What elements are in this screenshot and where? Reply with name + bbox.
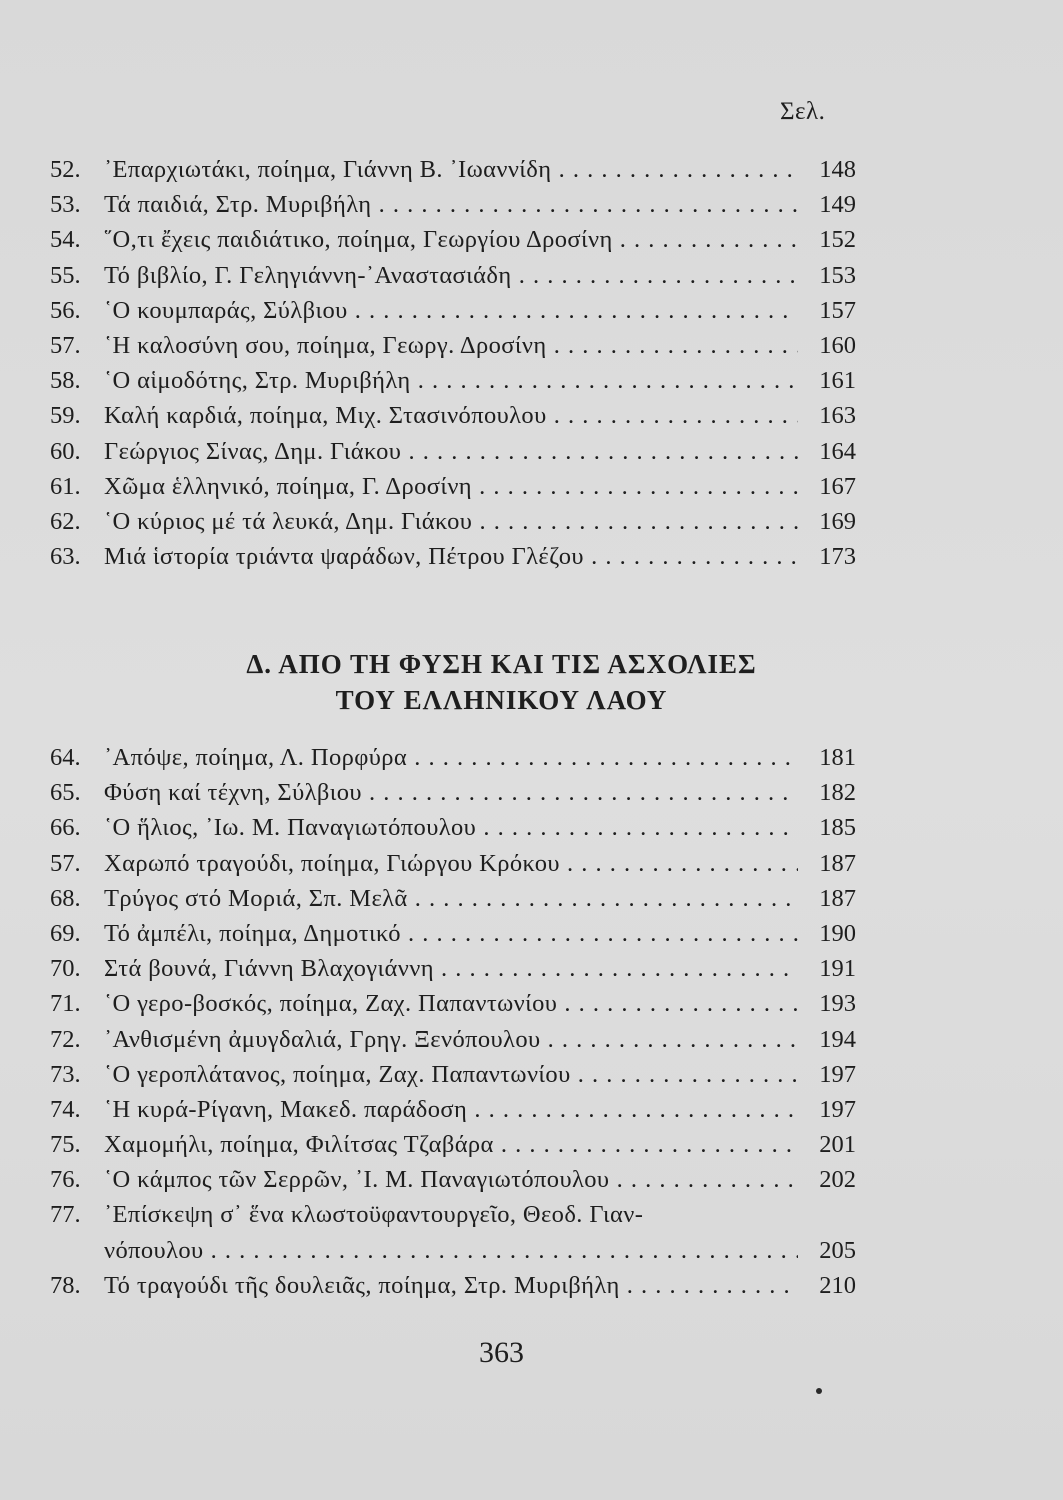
entry-title: Γεώργιος Σίνας, Δημ. Γιάκου . . . <box>104 434 798 469</box>
entry-number: 54. <box>50 226 81 254</box>
entry-page: 161 <box>819 367 856 395</box>
toc-entry <box>50 740 860 775</box>
entry-page: 202 <box>819 1166 856 1194</box>
entry-number: 70. <box>50 955 81 983</box>
entry-page: 169 <box>819 507 856 535</box>
entry-page: 191 <box>819 955 856 983</box>
entry-title: Τό βιβλίο, Γ. Γεληγιάννη-᾿Αναστασιάδη . . . <box>104 258 798 293</box>
entry-title: ῾Ο γεροπλάτανος, ποίημα, Ζαχ. Παπαντωνίου . . . <box>104 1057 798 1092</box>
entry-title: Τά παιδιά, Στρ. Μυριβήλη . . . <box>104 187 798 222</box>
entry-title: ῞Ο,τι ἔχεις παιδιάτικο, ποίημα, Γεωργίου Δροσίνη . . . <box>104 222 798 257</box>
entry-page: 164 <box>819 437 856 465</box>
entry-title: Χαμομήλι, ποίημα, Φιλίτσας Τζαβάρα . . . <box>104 1127 798 1162</box>
entry-number: 76. <box>50 1166 81 1194</box>
entry-number: 65. <box>50 779 81 807</box>
entry-page: 205 <box>819 1236 856 1264</box>
entry-title: Καλή καρδιά, ποίημα, Μιχ. Στασινόπουλου . . . <box>104 398 798 433</box>
entry-title: ῾Η κυρά-Ρίγανη, Μακεδ. παράδοση . . . <box>104 1092 798 1127</box>
entry-title: ᾿Επίσκεψη σ᾿ ἕνα κλωστοϋφαντουργεῖο, Θεοδ. Γιαν- <box>104 1201 644 1229</box>
toc-entry <box>50 1057 860 1092</box>
entry-number: 62. <box>50 507 81 535</box>
entry-title: ῾Ο αἱμοδότης, Στρ. Μυριβήλη . . . <box>104 363 798 398</box>
entry-page: 197 <box>819 1095 856 1123</box>
entry-page: 197 <box>819 1060 856 1088</box>
entry-title: ᾿Απόψε, ποίημα, Λ. Πορφύρα . . . <box>104 740 798 775</box>
entry-title: ῾Η καλοσύνη σου, ποίημα, Γεωργ. Δροσίνη . . . <box>104 328 798 363</box>
entry-number: 59. <box>50 402 81 430</box>
entry-page: 160 <box>819 331 856 359</box>
entry-title: ῾Ο κουμπαράς, Σύλβιου . . . <box>104 293 798 328</box>
entry-page: 201 <box>819 1131 856 1159</box>
toc-entry <box>50 293 860 328</box>
toc-entry <box>50 504 860 539</box>
entry-number: 75. <box>50 1131 81 1159</box>
toc-list-a <box>50 152 860 574</box>
entry-title: Φύση καί τέχνη, Σύλβιου . . . <box>104 775 798 810</box>
ink-dot <box>816 1388 822 1394</box>
toc-entry <box>50 187 860 222</box>
toc-entry <box>50 363 860 398</box>
entry-page: 187 <box>819 849 856 877</box>
entry-page: 149 <box>819 191 856 219</box>
entry-page: 163 <box>819 402 856 430</box>
entry-number: 71. <box>50 990 81 1018</box>
toc-list-b <box>50 740 860 1303</box>
entry-title: Μιά ἱστορία τριάντα ψαράδων, Πέτρου Γλέζου . . . <box>104 539 798 574</box>
entry-page: 187 <box>819 884 856 912</box>
entry-page: 181 <box>819 744 856 771</box>
toc-entry <box>50 1162 860 1197</box>
entry-title: Τό ἀμπέλι, ποίημα, Δημοτικό . . . <box>104 916 798 951</box>
entry-number: 74. <box>50 1095 81 1123</box>
toc-entry <box>50 951 860 986</box>
entry-page: 167 <box>819 472 856 500</box>
toc-entry <box>50 1127 860 1162</box>
toc-entry <box>50 1092 860 1127</box>
entry-number: 64. <box>50 744 81 771</box>
toc-entry <box>50 810 860 845</box>
entry-number: 63. <box>50 543 81 571</box>
entry-number: 73. <box>50 1060 81 1088</box>
entry-number: 66. <box>50 814 81 842</box>
entry-number: 57. <box>50 331 81 359</box>
entry-title: ῾Ο κύριος μέ τά λευκά, Δημ. Γιάκου . . . <box>104 504 798 539</box>
toc-entry <box>50 775 860 810</box>
entry-title: Στά βουνά, Γιάννη Βλαχογιάννη . . . <box>104 951 798 986</box>
entry-number: 60. <box>50 437 81 465</box>
entry-title: Χαρωπό τραγούδι, ποίημα, Γιώργου Κρόκου . . . <box>104 846 798 881</box>
entry-title: Τρύγος στό Μοριά, Σπ. Μελᾶ . . . <box>104 881 798 916</box>
entry-number: 53. <box>50 191 81 219</box>
toc-entry <box>50 469 860 504</box>
entry-page: 173 <box>819 543 856 571</box>
entry-number: 56. <box>50 296 81 324</box>
entry-title: Τό τραγούδι τῆς δουλειᾶς, ποίημα, Στρ. Μυριβήλη . . . <box>104 1268 798 1303</box>
entry-page: 182 <box>819 779 856 807</box>
entry-number: 68. <box>50 884 81 912</box>
section-title-line1: Δ. ΑΠΟ ΤΗ ΦΥΣΗ ΚΑΙ ΤΙΣ ΑΣΧΟΛΙΕΣ <box>246 649 757 679</box>
entry-page: 190 <box>819 919 856 947</box>
page-number: 363 <box>479 1336 524 1369</box>
entry-title: ᾿Ανθισμένη ἀμυγδαλιά, Γρηγ. Ξενόπουλου . . . <box>104 1022 798 1057</box>
entry-number: 69. <box>50 919 81 947</box>
entry-page: 193 <box>819 990 856 1018</box>
entry-number: 77. <box>50 1201 81 1229</box>
entry-title: Χῶμα ἑλληνικό, ποίημα, Γ. Δροσίνη . . . <box>104 469 798 504</box>
entry-page: 185 <box>819 814 856 842</box>
entry-number: 52. <box>50 156 81 183</box>
toc-entry <box>50 1233 860 1268</box>
toc-entry <box>50 434 860 469</box>
toc-entry <box>50 916 860 951</box>
entry-title: νόπουλου . . . <box>104 1233 798 1268</box>
section-title-line2: ΤΟΥ ΕΛΛΗΝΙΚΟΥ ΛΑΟΥ <box>335 685 668 715</box>
entry-page: 194 <box>819 1025 856 1053</box>
entry-number: 61. <box>50 472 81 500</box>
entry-page: 157 <box>819 296 856 324</box>
entry-title: ῾Ο ἥλιος, ᾿Ιω. Μ. Παναγιωτόπουλου . . . <box>104 810 798 845</box>
entry-page: 148 <box>819 156 856 183</box>
toc-entry <box>50 986 860 1021</box>
entry-title: ᾿Επαρχιωτάκι, ποίημα, Γιάννη Β. ᾿Ιωαννίδη . . . <box>104 152 798 187</box>
toc-entry <box>50 881 860 916</box>
entry-number: 58. <box>50 367 81 395</box>
toc-entry <box>50 258 860 293</box>
toc-entry <box>50 152 860 187</box>
page-column-label: Σελ. <box>780 98 826 125</box>
toc-entry <box>50 328 860 363</box>
entry-title: ῾Ο γερο-βοσκός, ποίημα, Ζαχ. Παπαντωνίου . . . <box>104 986 798 1021</box>
toc-entry <box>50 539 860 574</box>
entry-number: 55. <box>50 261 81 289</box>
entry-page: 210 <box>819 1271 856 1299</box>
entry-page: 153 <box>819 261 856 289</box>
entry-page: 152 <box>819 226 856 254</box>
toc-entry <box>50 1268 860 1303</box>
toc-entry <box>50 846 860 881</box>
entry-number: 72. <box>50 1025 81 1053</box>
toc-entry <box>50 1197 860 1232</box>
toc-entry <box>50 222 860 257</box>
toc-entry <box>50 1022 860 1057</box>
toc-entry <box>50 398 860 433</box>
entry-number: 78. <box>50 1271 81 1299</box>
entry-number: 57. <box>50 849 81 877</box>
entry-title: ῾Ο κάμπος τῶν Σερρῶν, ᾿Ι. Μ. Παναγιωτόπουλου . . . <box>104 1162 798 1197</box>
